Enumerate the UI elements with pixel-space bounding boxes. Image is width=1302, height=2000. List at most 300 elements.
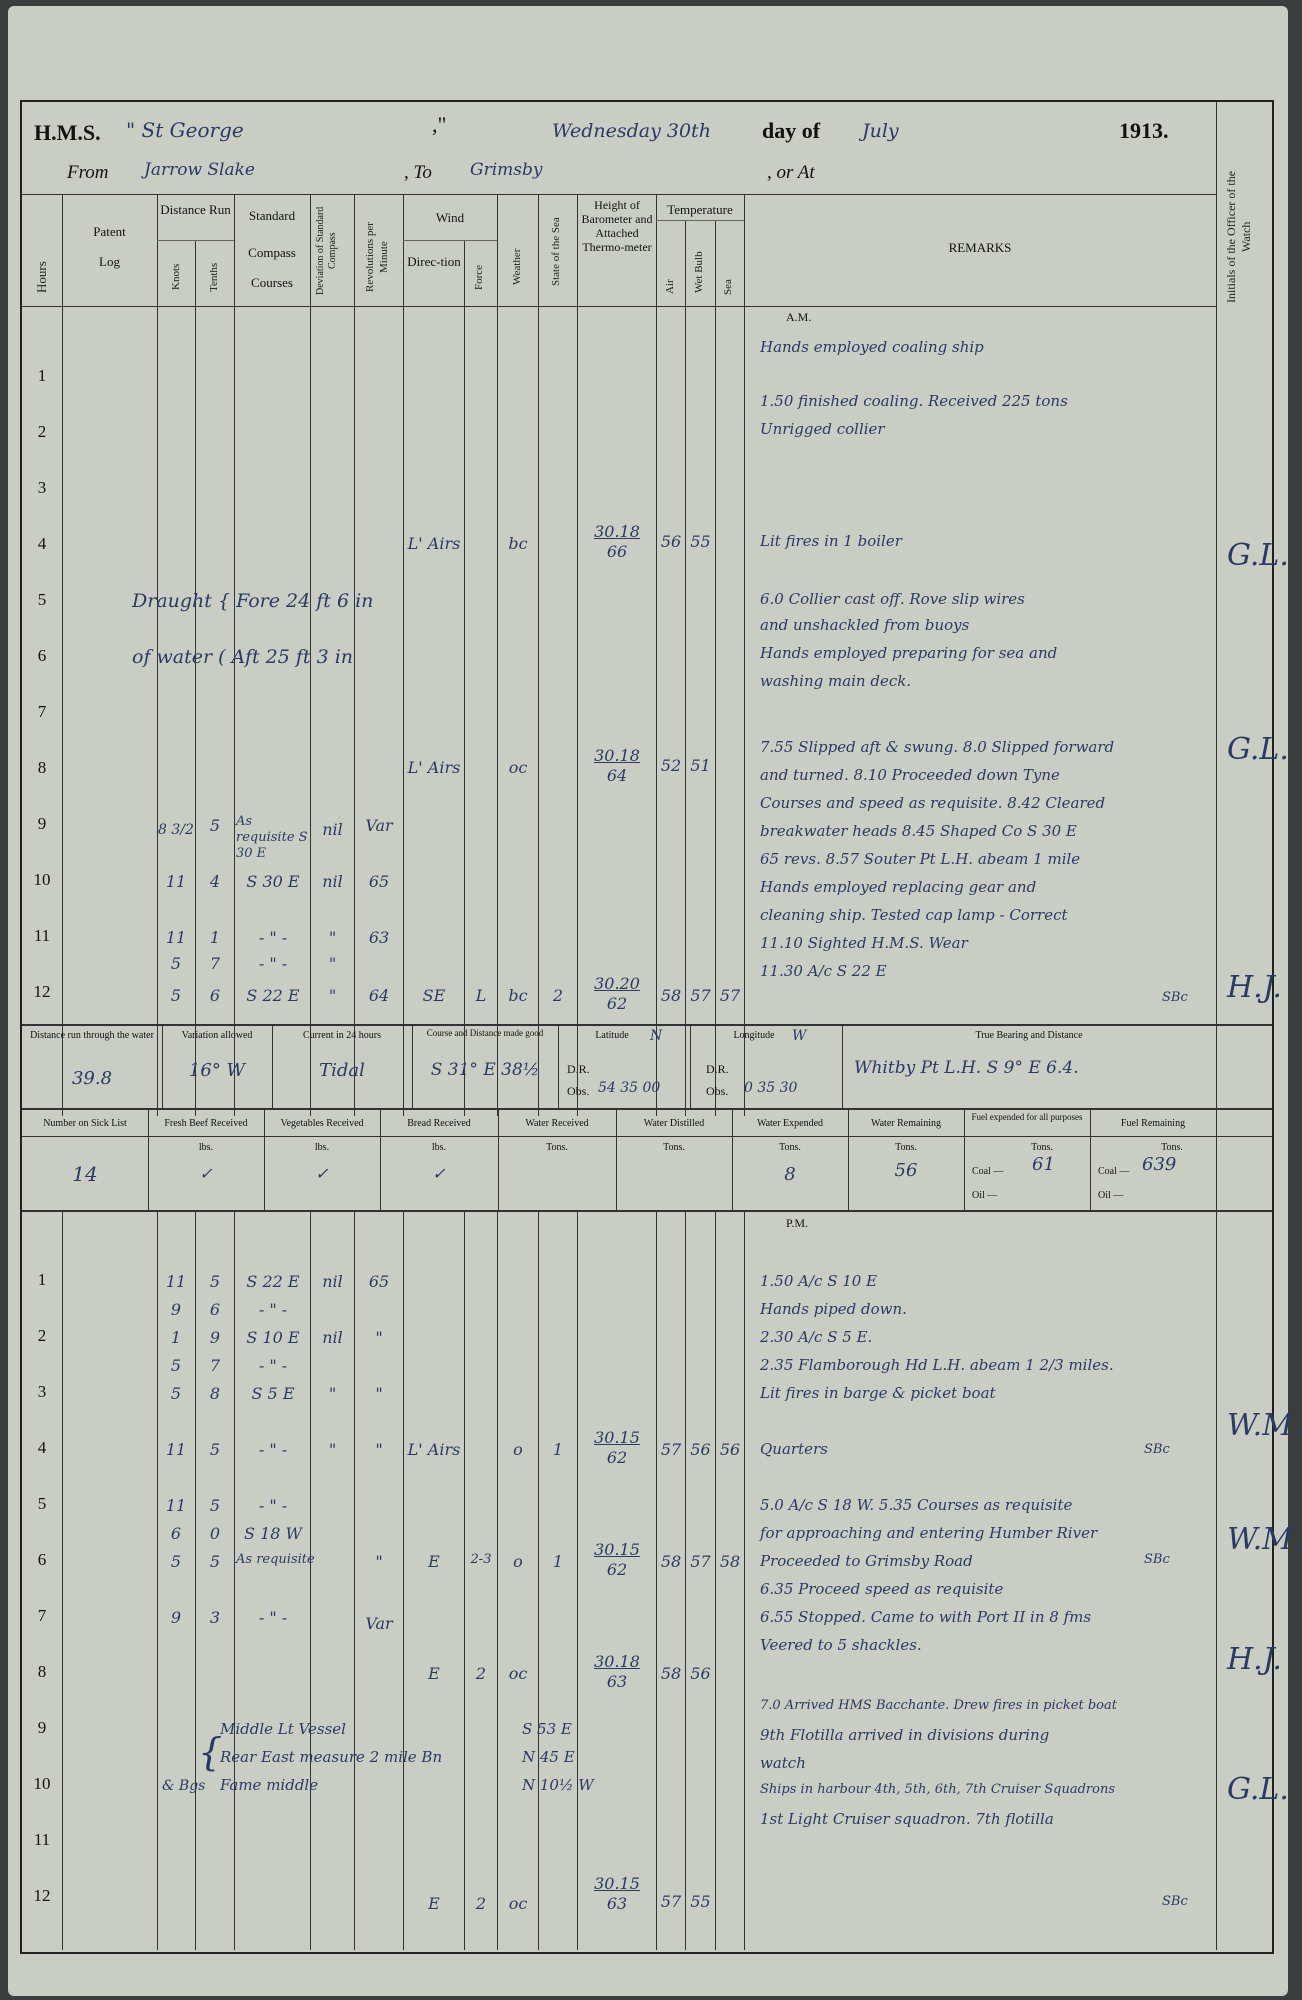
am-remark: Hands employed replacing gear and	[760, 878, 1037, 896]
am-remark: Hands employed preparing for sea and	[760, 644, 1058, 662]
pm-remark: 1st Light Cruiser squadron. 7th flotilla	[760, 1810, 1054, 1828]
pm-hour: 5	[37, 1494, 47, 1513]
am8-air: 52	[660, 756, 682, 775]
pm-r10-knots: 9	[170, 1608, 182, 1627]
am-remark: 6.0 Collier cast off. Rove slip wires	[760, 590, 1025, 608]
initials-header: Initials of the Officer of the Watch	[1224, 170, 1253, 304]
am4-wind: L' Airs	[407, 534, 461, 553]
veg-unit: lbs.	[314, 1142, 330, 1153]
pm-r1-revs: 65	[368, 1272, 390, 1291]
pm-hour: 10	[33, 1774, 51, 1793]
hms-label: H.M.S.	[34, 120, 101, 145]
am-remark: 65 revs. 8.57 Souter Pt L.H. abeam 1 mile	[760, 850, 1081, 868]
longitude-label: Longitude	[733, 1030, 775, 1041]
am12-baro: 30.20	[594, 974, 640, 993]
long-symbol: W	[792, 1028, 807, 1044]
stores-header-line	[22, 1136, 1272, 1137]
am4-baro: 30.18	[594, 522, 640, 541]
course-value: S 31° E 38½	[430, 1060, 540, 1080]
am12-force: L	[475, 986, 487, 1005]
beef-unit: lbs.	[198, 1142, 214, 1153]
bread-label: Bread Received	[407, 1118, 471, 1129]
dist-value: 39.8	[71, 1068, 113, 1089]
pm-remark: 7.0 Arrived HMS Bacchante. Drew fires in picket boat	[760, 1698, 1117, 1713]
bearings-prefix: & Bgs	[162, 1778, 206, 1794]
am-initials: G.L.	[1227, 732, 1289, 767]
pm6-air: 58	[660, 1552, 682, 1571]
long-dr-label: D.R.	[706, 1062, 729, 1076]
pm-r4-course: - " -	[258, 1356, 288, 1375]
month-text: July	[862, 120, 899, 142]
pm-sbc: SBc	[1144, 1552, 1170, 1567]
pm-remark: 6.55 Stopped. Came to with Port II in 8 fms	[760, 1608, 1092, 1626]
pm-r9-tenths: 5	[209, 1552, 221, 1571]
header-bottom-line	[22, 306, 1216, 307]
sub-line	[157, 240, 234, 241]
pm-hour: 2	[37, 1326, 47, 1345]
pm4-weather: o	[513, 1440, 523, 1459]
pm6-wet: 57	[690, 1552, 711, 1571]
pm-col-line	[157, 1210, 158, 1950]
bearings-line-2: Rear East measure 2 mile Bn	[220, 1748, 443, 1766]
pm-hour: 3	[37, 1382, 47, 1401]
pm-r4-knots: 5	[170, 1356, 182, 1375]
water-distilled-label: Water Distilled	[643, 1118, 705, 1129]
pm-r5-tenths: 8	[209, 1384, 221, 1403]
bearings-value-1: S 53 E	[522, 1720, 572, 1738]
pm-r3-dev: nil	[322, 1328, 343, 1347]
fuel-remaining-label: Fuel Remaining	[1120, 1118, 1186, 1129]
pm-remark: Veered to 5 shackles.	[760, 1636, 922, 1654]
pm-r5-revs: "	[375, 1384, 383, 1403]
course-label: Course and Distance made good	[426, 1028, 544, 1038]
veg-label: Vegetables Received	[280, 1118, 364, 1129]
coal-remaining-value: 639	[1142, 1154, 1177, 1175]
fuel-expended-label: Fuel expended for all purposes	[971, 1112, 1083, 1122]
lat-obs-label: Obs.	[567, 1084, 590, 1098]
standard-header: Standard	[248, 208, 296, 223]
am10-tenths: 4	[209, 872, 221, 891]
am12-wet: 57	[690, 986, 711, 1005]
am11b-tenths: 7	[209, 954, 221, 973]
from-place: Jarrow Slake	[144, 160, 255, 180]
am-hour: 4	[37, 534, 47, 553]
pm-initials: W.M.	[1227, 1522, 1302, 1557]
pm-hour: 9	[37, 1718, 47, 1737]
pm-remark: 5.0 A/c S 18 W. 5.35 Courses as requisite	[760, 1496, 1073, 1514]
direction-header: Direc-tion	[407, 254, 461, 269]
am12-air: 58	[660, 986, 682, 1005]
long-obs-label: Obs.	[706, 1084, 729, 1098]
pm-hour: 4	[37, 1438, 47, 1457]
pm-initials: H.J.	[1227, 1642, 1282, 1677]
pm-r5-course: S 5 E	[251, 1384, 295, 1403]
sub-line	[403, 240, 497, 241]
col-line	[744, 194, 745, 1116]
pm-col-line	[656, 1210, 657, 1950]
bearings-brace: {	[198, 1730, 223, 1774]
am10-revs: 65	[368, 872, 390, 891]
am-hour: 9	[37, 814, 47, 833]
pm8-baro: 30.18	[594, 1652, 640, 1671]
pm8-weather: oc	[508, 1664, 528, 1683]
am8-weather: oc	[508, 758, 528, 777]
pm6-sea: 58	[719, 1552, 741, 1571]
pm-hour: 12	[33, 1886, 51, 1905]
knots-header: Knots	[170, 263, 182, 291]
col-line	[403, 194, 404, 1116]
pm-col-line	[497, 1210, 498, 1950]
am-remark: 11.30 A/c S 22 E	[760, 962, 887, 980]
water-received-label: Water Received	[525, 1118, 589, 1129]
lat-symbol: N	[650, 1028, 663, 1044]
water-received-unit: Tons.	[546, 1142, 568, 1153]
water-expended-label: Water Expended	[756, 1118, 824, 1129]
am12-sea-state: 2	[552, 986, 564, 1005]
variation-label: Variation allowed	[181, 1030, 253, 1041]
header-top-line	[22, 194, 1216, 195]
air-header: Air	[664, 279, 676, 295]
am12-weather: bc	[508, 986, 528, 1005]
am4-thermo: 66	[606, 542, 628, 561]
pm-label: P.M.	[786, 1216, 809, 1230]
pm-sbc: SBc	[1144, 1442, 1170, 1457]
pm-remark: 9th Flotilla arrived in divisions during	[760, 1726, 1050, 1744]
water-expended-unit: Tons.	[779, 1142, 801, 1153]
pm-remark: 2.35 Flamborough Hd L.H. abeam 1 2/3 miles.	[760, 1356, 1114, 1374]
current-label: Current in 24 hours	[302, 1030, 382, 1041]
pm-r5-knots: 5	[170, 1384, 182, 1403]
am-label: A.M.	[786, 310, 812, 324]
current-value: Tidal	[319, 1060, 365, 1081]
deviation-header: Deviation of Standard Compass	[315, 206, 338, 296]
pm-r1-course: S 22 E	[246, 1272, 300, 1291]
am-remark: 7.55 Slipped aft & swung. 8.0 Slipped forward	[760, 738, 1115, 756]
bread-unit: lbs.	[431, 1142, 447, 1153]
am-remark: Hands employed coaling ship	[760, 338, 984, 356]
variation-value: 16° W	[188, 1060, 246, 1081]
am-remark: Unrigged collier	[760, 420, 885, 438]
pm-sbc: SBc	[1162, 1894, 1188, 1909]
am8-wind: L' Airs	[407, 758, 461, 777]
am-initials: G.L.	[1227, 538, 1289, 573]
pm-r9-course: As requisite	[236, 1552, 315, 1567]
am4-wet: 55	[690, 532, 711, 551]
am8-thermo: 64	[606, 766, 628, 785]
pm-r6-revs: "	[375, 1440, 383, 1459]
log-header: Log	[99, 254, 120, 269]
am10-course: S 30 E	[246, 872, 300, 891]
year-text: 1913.	[1119, 118, 1169, 143]
am-remark: washing main deck.	[760, 672, 912, 690]
pm-remark: for approaching and entering Humber River	[760, 1524, 1098, 1542]
bearings-value-3: N 10½ W	[522, 1776, 594, 1794]
pm8-wind: E	[428, 1664, 440, 1683]
pm-r6-course: - " -	[258, 1440, 288, 1459]
to-place: Grimsby	[470, 160, 543, 180]
pm-r3-knots: 1	[170, 1328, 182, 1347]
bearing-label: True Bearing and Distance	[975, 1030, 1083, 1041]
coal-expended-value: 61	[1032, 1154, 1055, 1175]
col-line	[715, 220, 716, 1116]
pm-col-line	[538, 1210, 539, 1950]
weather-header: Weather	[511, 248, 523, 286]
am8-baro: 30.18	[594, 746, 640, 765]
am12-sea: 57	[719, 986, 741, 1005]
bearings-line-3: Fame middle	[220, 1776, 319, 1794]
pm12-wet: 55	[690, 1892, 711, 1911]
am-remark: Courses and speed as requisite. 8.42 Cleared	[760, 794, 1106, 812]
draught-line-1: Draught { Fore 24 ft 6 in	[132, 590, 374, 612]
am-hour: 2	[37, 422, 47, 441]
initials-divider	[1216, 102, 1217, 1950]
pm4-sea-state: 1	[552, 1440, 564, 1459]
am-hour: 7	[37, 702, 47, 721]
obs-longitude: 0 35 30	[744, 1080, 798, 1096]
pm-remark: Proceeded to Grimsby Road	[760, 1552, 973, 1570]
beef-label: Fresh Beef Received	[164, 1118, 248, 1129]
pm-remark: Hands piped down.	[760, 1300, 907, 1318]
am9-revs: Var	[365, 816, 393, 835]
am-initials: H.J.	[1227, 970, 1282, 1005]
am4-weather: bc	[508, 534, 528, 553]
noon-bottom-line	[22, 1108, 1272, 1110]
am-hour: 6	[37, 646, 47, 665]
header-comma: ,"	[432, 112, 447, 137]
latitude-label: Latitude	[595, 1030, 629, 1041]
col-line	[497, 194, 498, 1116]
pm-r9-revs: "	[375, 1552, 383, 1571]
am-remark: Lit fires in 1 boiler	[760, 532, 902, 550]
pm-r10-course: - " -	[258, 1608, 288, 1627]
temperature-header: Temperature	[667, 202, 733, 217]
pm-hour: 6	[37, 1550, 47, 1569]
col-line	[464, 240, 465, 1116]
pm-hour: 1	[37, 1270, 47, 1289]
pm8-wet: 56	[690, 1664, 711, 1683]
pm4-wind: L' Airs	[407, 1440, 461, 1459]
bearings-value-2: N 45 E	[522, 1748, 575, 1766]
pm-r6-tenths: 5	[209, 1440, 221, 1459]
lat-dr-label: D.R.	[567, 1062, 590, 1076]
pm12-air: 57	[660, 1892, 682, 1911]
wind-header: Wind	[435, 210, 465, 225]
am9-course: As requisite S 30 E	[236, 814, 308, 861]
from-label: From	[67, 162, 109, 183]
am11-dev: "	[328, 928, 337, 947]
log-frame	[20, 100, 1302, 1954]
col-line	[354, 194, 355, 1116]
tenths-header: Tenths	[208, 262, 220, 292]
revolutions-header: Revolutions per Minute	[364, 222, 390, 292]
water-remaining-unit: Tons.	[895, 1142, 917, 1153]
remarks-header: REMARKS	[948, 240, 1012, 255]
am-remark: cleaning ship. Tested cap lamp - Correct	[760, 906, 1068, 924]
pm-col-line	[715, 1210, 716, 1950]
pm-col-line	[62, 1210, 63, 1950]
pm4-wet: 56	[690, 1440, 711, 1459]
pm4-air: 57	[660, 1440, 682, 1459]
pm-hour: 7	[37, 1606, 47, 1625]
am9-tenths: 5	[209, 816, 221, 835]
am-hour: 8	[37, 758, 47, 777]
pm4-baro: 30.15	[594, 1428, 640, 1447]
water-remaining-value: 56	[894, 1160, 918, 1181]
am-remark: and turned. 8.10 Proceeded down Tyne	[760, 766, 1060, 784]
log-page	[8, 6, 1302, 1996]
pm-col-line	[577, 1210, 578, 1950]
pm-r3-revs: "	[375, 1328, 383, 1347]
am-hour: 5	[37, 590, 47, 609]
pm-r1-dev: nil	[322, 1272, 343, 1291]
pm-r3-tenths: 9	[209, 1328, 221, 1347]
fuel-rem-unit: Tons.	[1161, 1142, 1183, 1153]
pm-col-line	[464, 1210, 465, 1950]
pm-hour: 11	[33, 1830, 51, 1849]
pm-r7-tenths: 5	[209, 1496, 221, 1515]
fuel-rem-coal-label: Coal —	[1098, 1166, 1130, 1177]
pm8-thermo: 63	[606, 1672, 628, 1691]
pm6-baro: 30.15	[594, 1540, 640, 1559]
am-hour: 10	[33, 870, 51, 889]
sub-line	[656, 220, 744, 221]
bread-check: ✓	[432, 1164, 446, 1183]
am12-course: S 22 E	[246, 986, 300, 1005]
pm-r2-tenths: 6	[209, 1300, 221, 1319]
pm-r1-knots: 11	[165, 1272, 187, 1291]
stores-col-line	[964, 1108, 965, 1210]
am9-dev: nil	[322, 820, 343, 839]
veg-check: ✓	[315, 1164, 329, 1183]
pm-r5-dev: "	[328, 1384, 337, 1403]
am11-revs: 63	[368, 928, 390, 947]
noon-col-line	[558, 1024, 559, 1108]
wet-bulb-header: Wet Bulb	[693, 251, 705, 293]
pm-col-line	[310, 1210, 311, 1950]
pm4-sea: 56	[719, 1440, 741, 1459]
sea-state-header: State of the Sea	[550, 217, 562, 287]
pm12-wind: E	[428, 1894, 440, 1913]
am12-thermo: 62	[606, 994, 628, 1013]
pm4-thermo: 62	[606, 1448, 628, 1467]
draught-line-2: of water ( Aft 25 ft 3 in	[132, 646, 354, 668]
am11b-dev: "	[328, 954, 337, 973]
barometer-header: Height of Barometer and Attached Thermo-meter	[581, 198, 653, 254]
col-line	[685, 220, 686, 1116]
pm-r2-course: - " -	[258, 1300, 288, 1319]
pm-remark: 6.35 Proceed speed as requisite	[760, 1580, 1004, 1598]
noon-top-line	[22, 1024, 1272, 1026]
patent-header: Patent	[93, 224, 126, 239]
pm-r3-course: S 10 E	[246, 1328, 300, 1347]
pm6-force: 2-3	[470, 1552, 492, 1567]
pm-r10-tenths: 3	[209, 1608, 221, 1627]
pm8-air: 58	[660, 1664, 682, 1683]
day-of-label: day of	[762, 118, 821, 143]
water-distilled-unit: Tons.	[663, 1142, 685, 1153]
am9-knots: 8 3/2	[158, 822, 194, 838]
pm-col-line	[354, 1210, 355, 1950]
pm-remark: Lit fires in barge & picket boat	[760, 1384, 996, 1402]
am-hour: 12	[33, 982, 51, 1001]
distance-run-header: Distance Run	[160, 202, 231, 217]
pm6-wind: E	[428, 1552, 440, 1571]
am11-tenths: 1	[209, 928, 221, 947]
water-remaining-label: Water Remaining	[870, 1118, 941, 1129]
pm6-sea-state: 1	[552, 1552, 564, 1571]
pm-remark: 1.50 A/c S 10 E	[760, 1272, 878, 1290]
am11b-course: - " -	[258, 954, 288, 973]
pm-hour: 8	[37, 1662, 47, 1681]
pm-r10-revs: Var	[365, 1614, 393, 1633]
pm-r9-knots: 5	[170, 1552, 182, 1571]
bearing-value: Whitby Pt L.H. S 9° E 6.4.	[854, 1058, 1079, 1078]
col-line	[62, 194, 63, 1116]
dist-label: Distance run through the water	[30, 1030, 154, 1041]
pm-remark: Quarters	[760, 1440, 828, 1458]
col-line	[195, 240, 196, 1116]
am12-wind: SE	[422, 986, 446, 1005]
noon-col-line	[690, 1024, 691, 1108]
obs-latitude: 54 35 00	[598, 1080, 661, 1096]
col-line	[538, 194, 539, 1116]
to-label: , To	[404, 162, 432, 183]
pm-r6-knots: 11	[165, 1440, 187, 1459]
am12-revs: 64	[368, 986, 390, 1005]
pm6-weather: o	[513, 1552, 523, 1571]
pm12-thermo: 63	[606, 1894, 628, 1913]
pm6-thermo: 62	[606, 1560, 628, 1579]
sick-value: 14	[72, 1162, 98, 1186]
sea-temp-header: Sea	[722, 279, 734, 295]
am10-knots: 11	[165, 872, 187, 891]
am-hour: 1	[37, 366, 47, 385]
water-expended-value: 8	[784, 1164, 796, 1185]
pm-col-line	[403, 1210, 404, 1950]
pm-initials: G.L.	[1227, 1772, 1289, 1807]
fuel-exp-oil-label: Oil —	[972, 1190, 998, 1201]
force-header: Force	[473, 264, 485, 290]
col-line	[656, 194, 657, 1116]
pm-r7-knots: 11	[165, 1496, 187, 1515]
pm8-force: 2	[475, 1664, 487, 1683]
am-sbc: SBc	[1162, 990, 1188, 1005]
am12-tenths: 6	[209, 986, 221, 1005]
pm12-baro: 30.15	[594, 1874, 640, 1893]
pm-remark: watch	[760, 1754, 806, 1772]
am10-dev: nil	[322, 872, 343, 891]
pm-col-line	[685, 1210, 686, 1950]
am11b-knots: 5	[170, 954, 182, 973]
fuel-exp-unit: Tons.	[1031, 1142, 1053, 1153]
day-text: Wednesday 30th	[552, 120, 711, 142]
am-remark: 1.50 finished coaling. Received 225 tons	[760, 392, 1068, 410]
fuel-exp-coal-label: Coal —	[972, 1166, 1004, 1177]
pm-r8-knots: 6	[170, 1524, 182, 1543]
pm-r2-knots: 9	[170, 1300, 182, 1319]
pm-remark: 2.30 A/c S 5 E.	[760, 1328, 873, 1346]
pm-r4-tenths: 7	[209, 1356, 221, 1375]
pm-r8-tenths: 0	[209, 1524, 221, 1543]
am12-dev: "	[328, 986, 337, 1005]
pm-col-line	[195, 1210, 196, 1950]
pm12-weather: oc	[508, 1894, 528, 1913]
or-at-label: , or At	[767, 162, 815, 183]
sick-label: Number on Sick List	[43, 1118, 127, 1129]
pm-col-line	[744, 1210, 745, 1950]
pm-r7-course: - " -	[258, 1496, 288, 1515]
compass-courses-header: Compass Courses	[248, 245, 296, 290]
